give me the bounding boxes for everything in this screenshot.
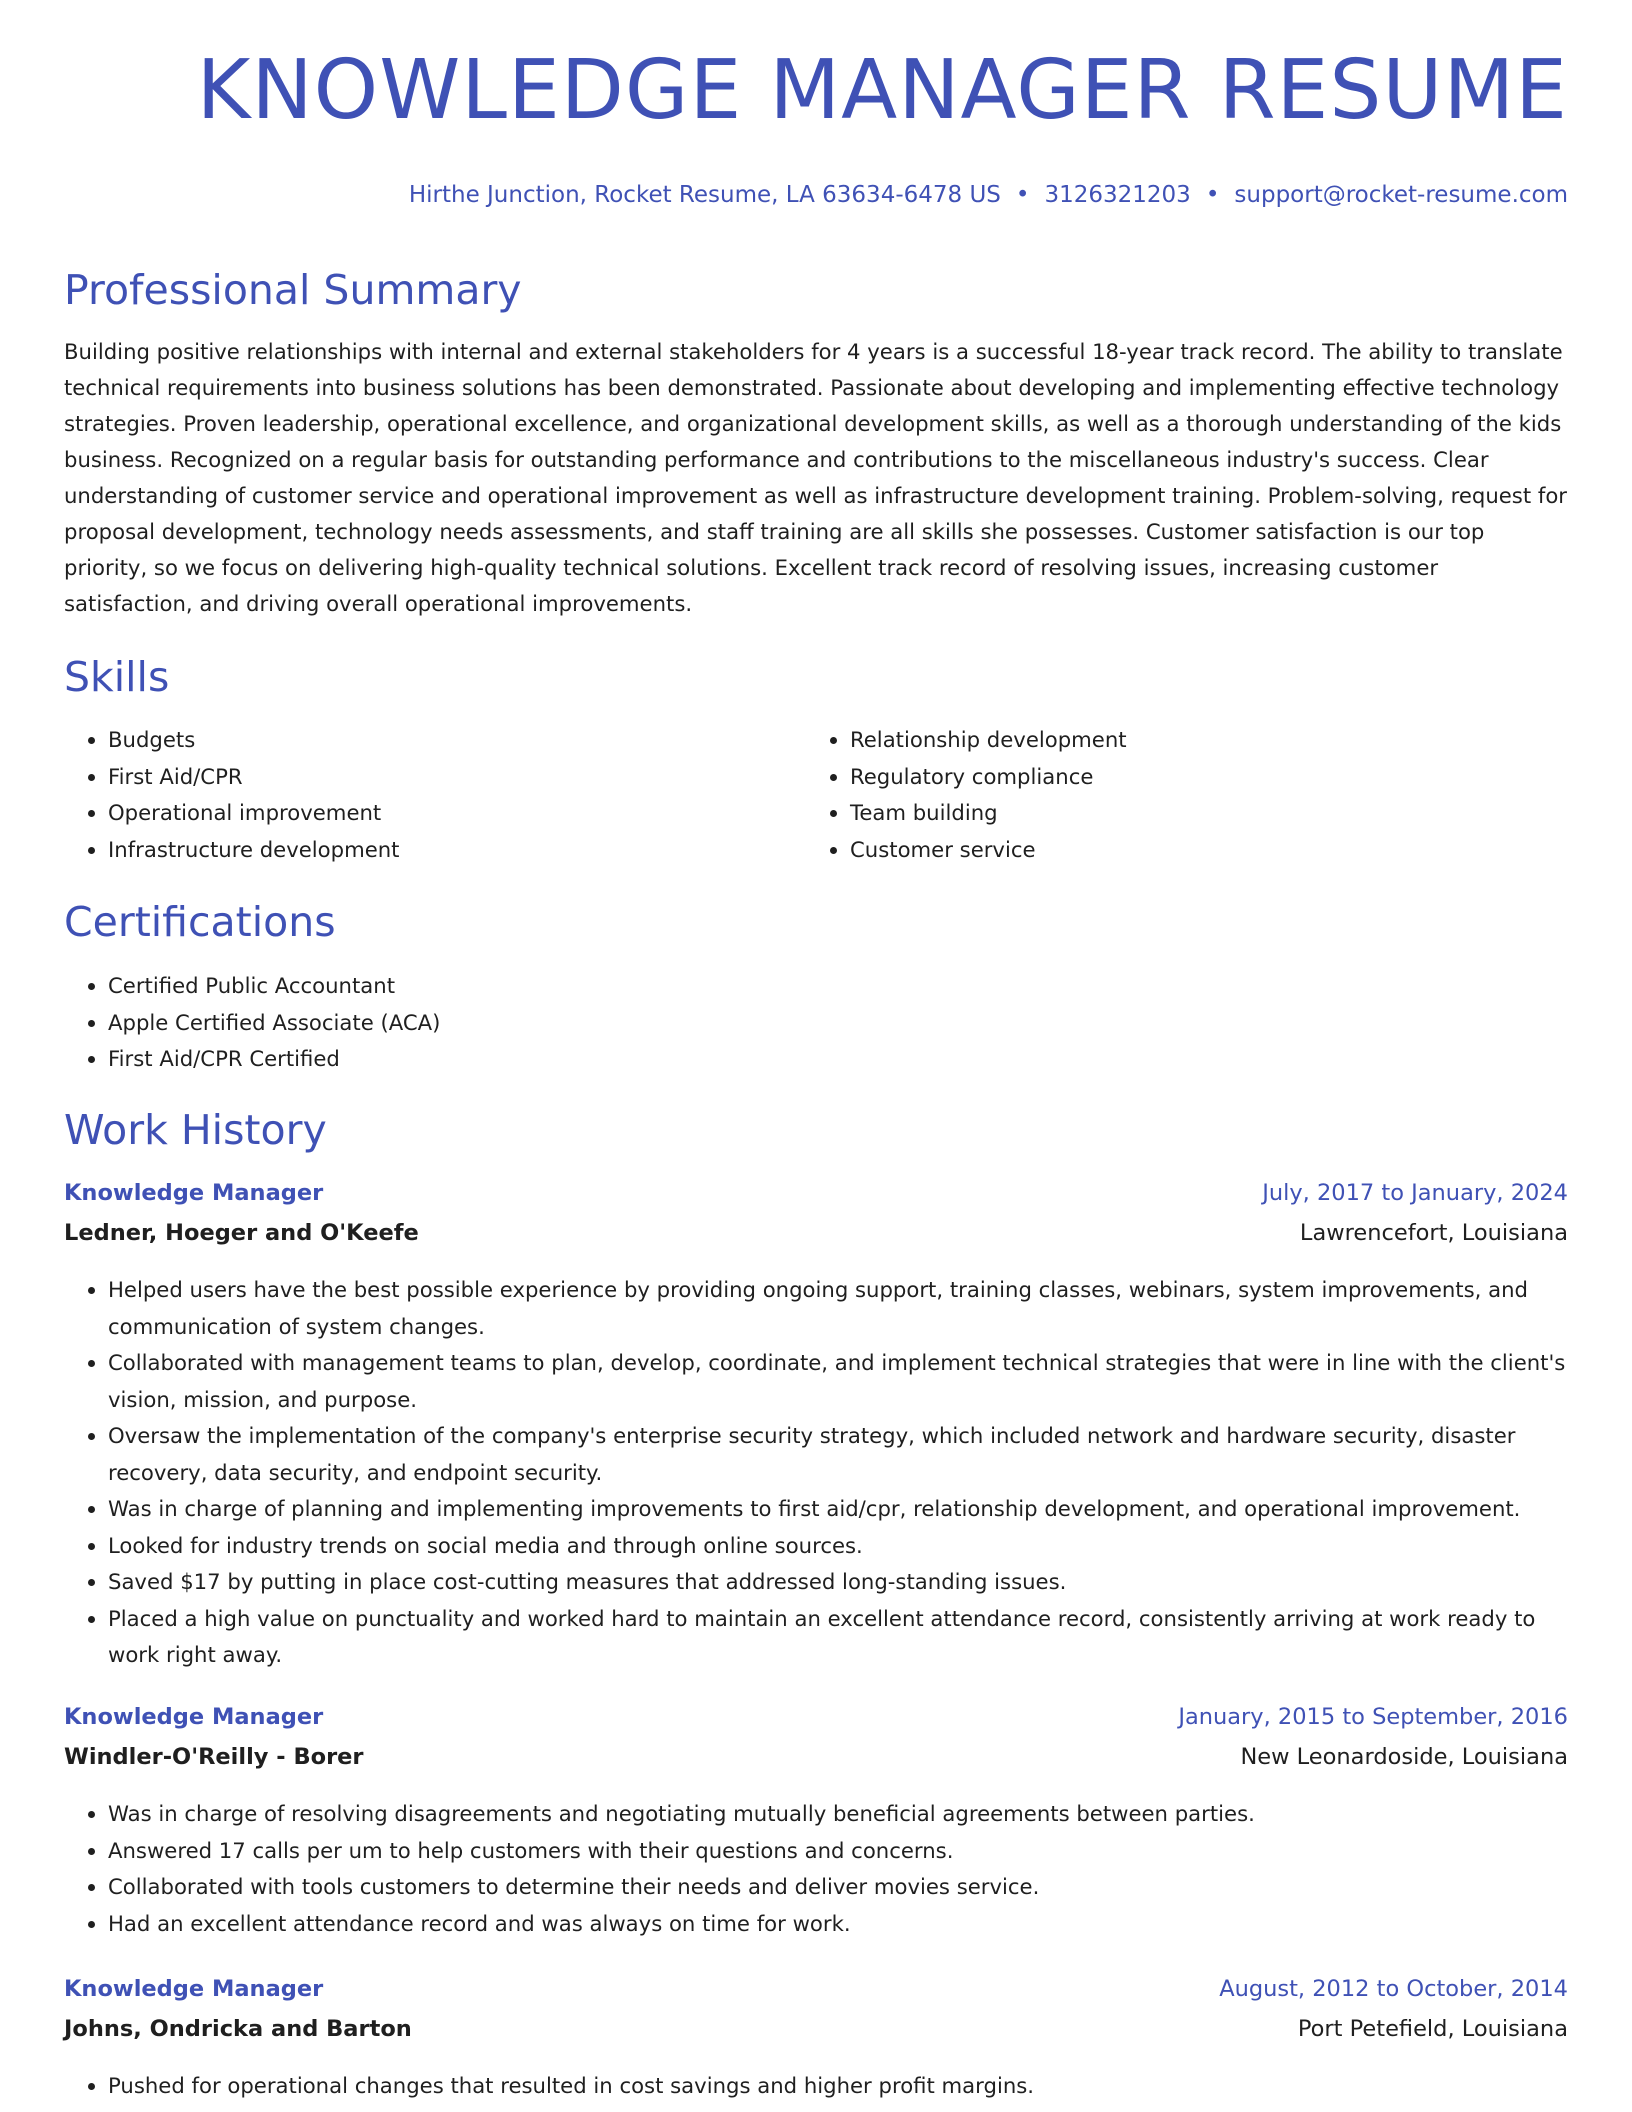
skill-item: • First Aid/CPR bbox=[108, 759, 764, 796]
job-location: New Leonardoside, Louisiana bbox=[1240, 1744, 1568, 1770]
job-company: Johns, Ondricka and Barton bbox=[64, 2016, 412, 2042]
skill-item: • Customer service bbox=[850, 832, 1506, 869]
job-subheader bbox=[64, 1744, 1568, 1784]
contact-address: Hirthe Junction, Rocket Resume, LA 63634-6478 US bbox=[408, 182, 1001, 208]
skill-item: • Relationship development bbox=[850, 722, 1506, 759]
job-bullet: • Had an excellent attendance record and was always on time for work. bbox=[108, 1906, 1568, 1943]
job-bullets bbox=[64, 1796, 1568, 1942]
job-entry bbox=[64, 1704, 1568, 1942]
job-title: Knowledge Manager bbox=[64, 1976, 324, 2002]
skills-column-left bbox=[64, 722, 764, 868]
certification-item: • Apple Certified Associate (ACA) bbox=[108, 1005, 964, 1042]
work-history-heading: Work History bbox=[64, 1106, 327, 1154]
job-header bbox=[64, 1704, 1568, 1744]
job-bullet: • Collaborated with tools customers to determine their needs and deliver movies service. bbox=[108, 1869, 1568, 1906]
skills-heading: Skills bbox=[64, 653, 170, 701]
skill-item: • Operational improvement bbox=[108, 795, 764, 832]
skills-column-right bbox=[806, 722, 1506, 868]
job-entry bbox=[64, 1180, 1568, 1674]
job-subheader bbox=[64, 2016, 1568, 2056]
job-bullet: • Collaborated with management teams to plan, develop, coordinate, and implement technical strategies that were in line with the client's vision, mission, and purpose. bbox=[108, 1345, 1568, 1418]
job-bullet: • Looked for industry trends on social media and through online sources. bbox=[108, 1528, 1568, 1565]
job-bullet: • Oversaw the implementation of the company's enterprise security strategy, which included network and hardware security, disaster recovery, data security, and endpoint security. bbox=[108, 1418, 1568, 1491]
job-entry bbox=[64, 1976, 1568, 2105]
certification-item: • First Aid/CPR Certified bbox=[108, 1041, 964, 1078]
skill-item: • Infrastructure development bbox=[108, 832, 764, 869]
skill-item: • Team building bbox=[850, 795, 1506, 832]
job-dates: July, 2017 to January, 2024 bbox=[1262, 1180, 1568, 1206]
job-header bbox=[64, 1976, 1568, 2016]
certifications-list bbox=[64, 968, 964, 1078]
job-dates: January, 2015 to September, 2016 bbox=[1178, 1704, 1568, 1730]
job-company: Windler-O'Reilly - Borer bbox=[64, 1744, 364, 1770]
job-dates: August, 2012 to October, 2014 bbox=[1219, 1976, 1568, 2002]
job-bullet: • Was in charge of planning and implementing improvements to first aid/cpr, relationship development, and operational improvement. bbox=[108, 1491, 1568, 1528]
certifications-heading: Certifications bbox=[64, 898, 336, 946]
job-header bbox=[64, 1180, 1568, 1220]
contact-separator: • bbox=[1015, 182, 1030, 208]
job-bullet: • Was in charge of resolving disagreements and negotiating mutually beneficial agreements between parties. bbox=[108, 1796, 1568, 1833]
job-bullets bbox=[64, 2068, 1568, 2105]
job-location: Port Petefield, Louisiana bbox=[1297, 2016, 1568, 2042]
job-title: Knowledge Manager bbox=[64, 1704, 324, 1730]
job-company: Ledner, Hoeger and O'Keefe bbox=[64, 1220, 419, 1246]
job-bullet: • Saved $17 by putting in place cost-cutting measures that addressed long-standing issues. bbox=[108, 1564, 1568, 1601]
skill-item: • Budgets bbox=[108, 722, 764, 759]
contact-separator: • bbox=[1205, 182, 1220, 208]
job-bullet: • Answered 17 calls per um to help customers with their questions and concerns. bbox=[108, 1833, 1568, 1870]
job-bullet: • Helped users have the best possible experience by providing ongoing support, training classes, webinars, system improvements, and communication of system changes. bbox=[108, 1272, 1568, 1345]
contact-line bbox=[409, 182, 1568, 208]
contact-email[interactable]: support@rocket-resume.com bbox=[1234, 182, 1568, 208]
summary-text: Building positive relationships with internal and external stakeholders for 4 years is a successful 18-year track record. The ability to translate technical requirements into business solutions has been demonstrated. Passionate about developing and implementing effective technology strategies. Proven leadership, operational excellence, and organizational development skills, as well as a thorough understanding of the kids business. Recognized on a regular basis for outstanding performance and contributions to the miscellaneous industry's success. Clear understanding of customer service and operational improvement as well as infrastructure development training. Problem-solving, request for proposal development, technology needs assessments, and staff training are all skills she possesses. Customer satisfaction is our top priority, so we focus on delivering high-quality technical solutions. Excellent track record of resolving issues, increasing customer satisfaction, and driving overall operational improvements. bbox=[64, 339, 1568, 616]
job-title: Knowledge Manager bbox=[64, 1180, 324, 1206]
job-location: Lawrencefort, Louisiana bbox=[1299, 1220, 1568, 1246]
job-bullet: • Pushed for operational changes that resulted in cost savings and higher profit margins. bbox=[108, 2068, 1568, 2105]
contact-phone: 3126321203 bbox=[1044, 182, 1191, 208]
resume-title: KNOWLEDGE MANAGER RESUME bbox=[196, 43, 1568, 138]
summary-heading: Professional Summary bbox=[64, 266, 522, 314]
skill-item: • Regulatory compliance bbox=[850, 759, 1506, 796]
job-bullet: • Placed a high value on punctuality and worked hard to maintain an excellent attendance record, consistently arriving at work ready to work right away. bbox=[108, 1601, 1568, 1674]
job-bullets bbox=[64, 1272, 1568, 1674]
job-subheader bbox=[64, 1220, 1568, 1260]
certification-item: • Certified Public Accountant bbox=[108, 968, 964, 1005]
